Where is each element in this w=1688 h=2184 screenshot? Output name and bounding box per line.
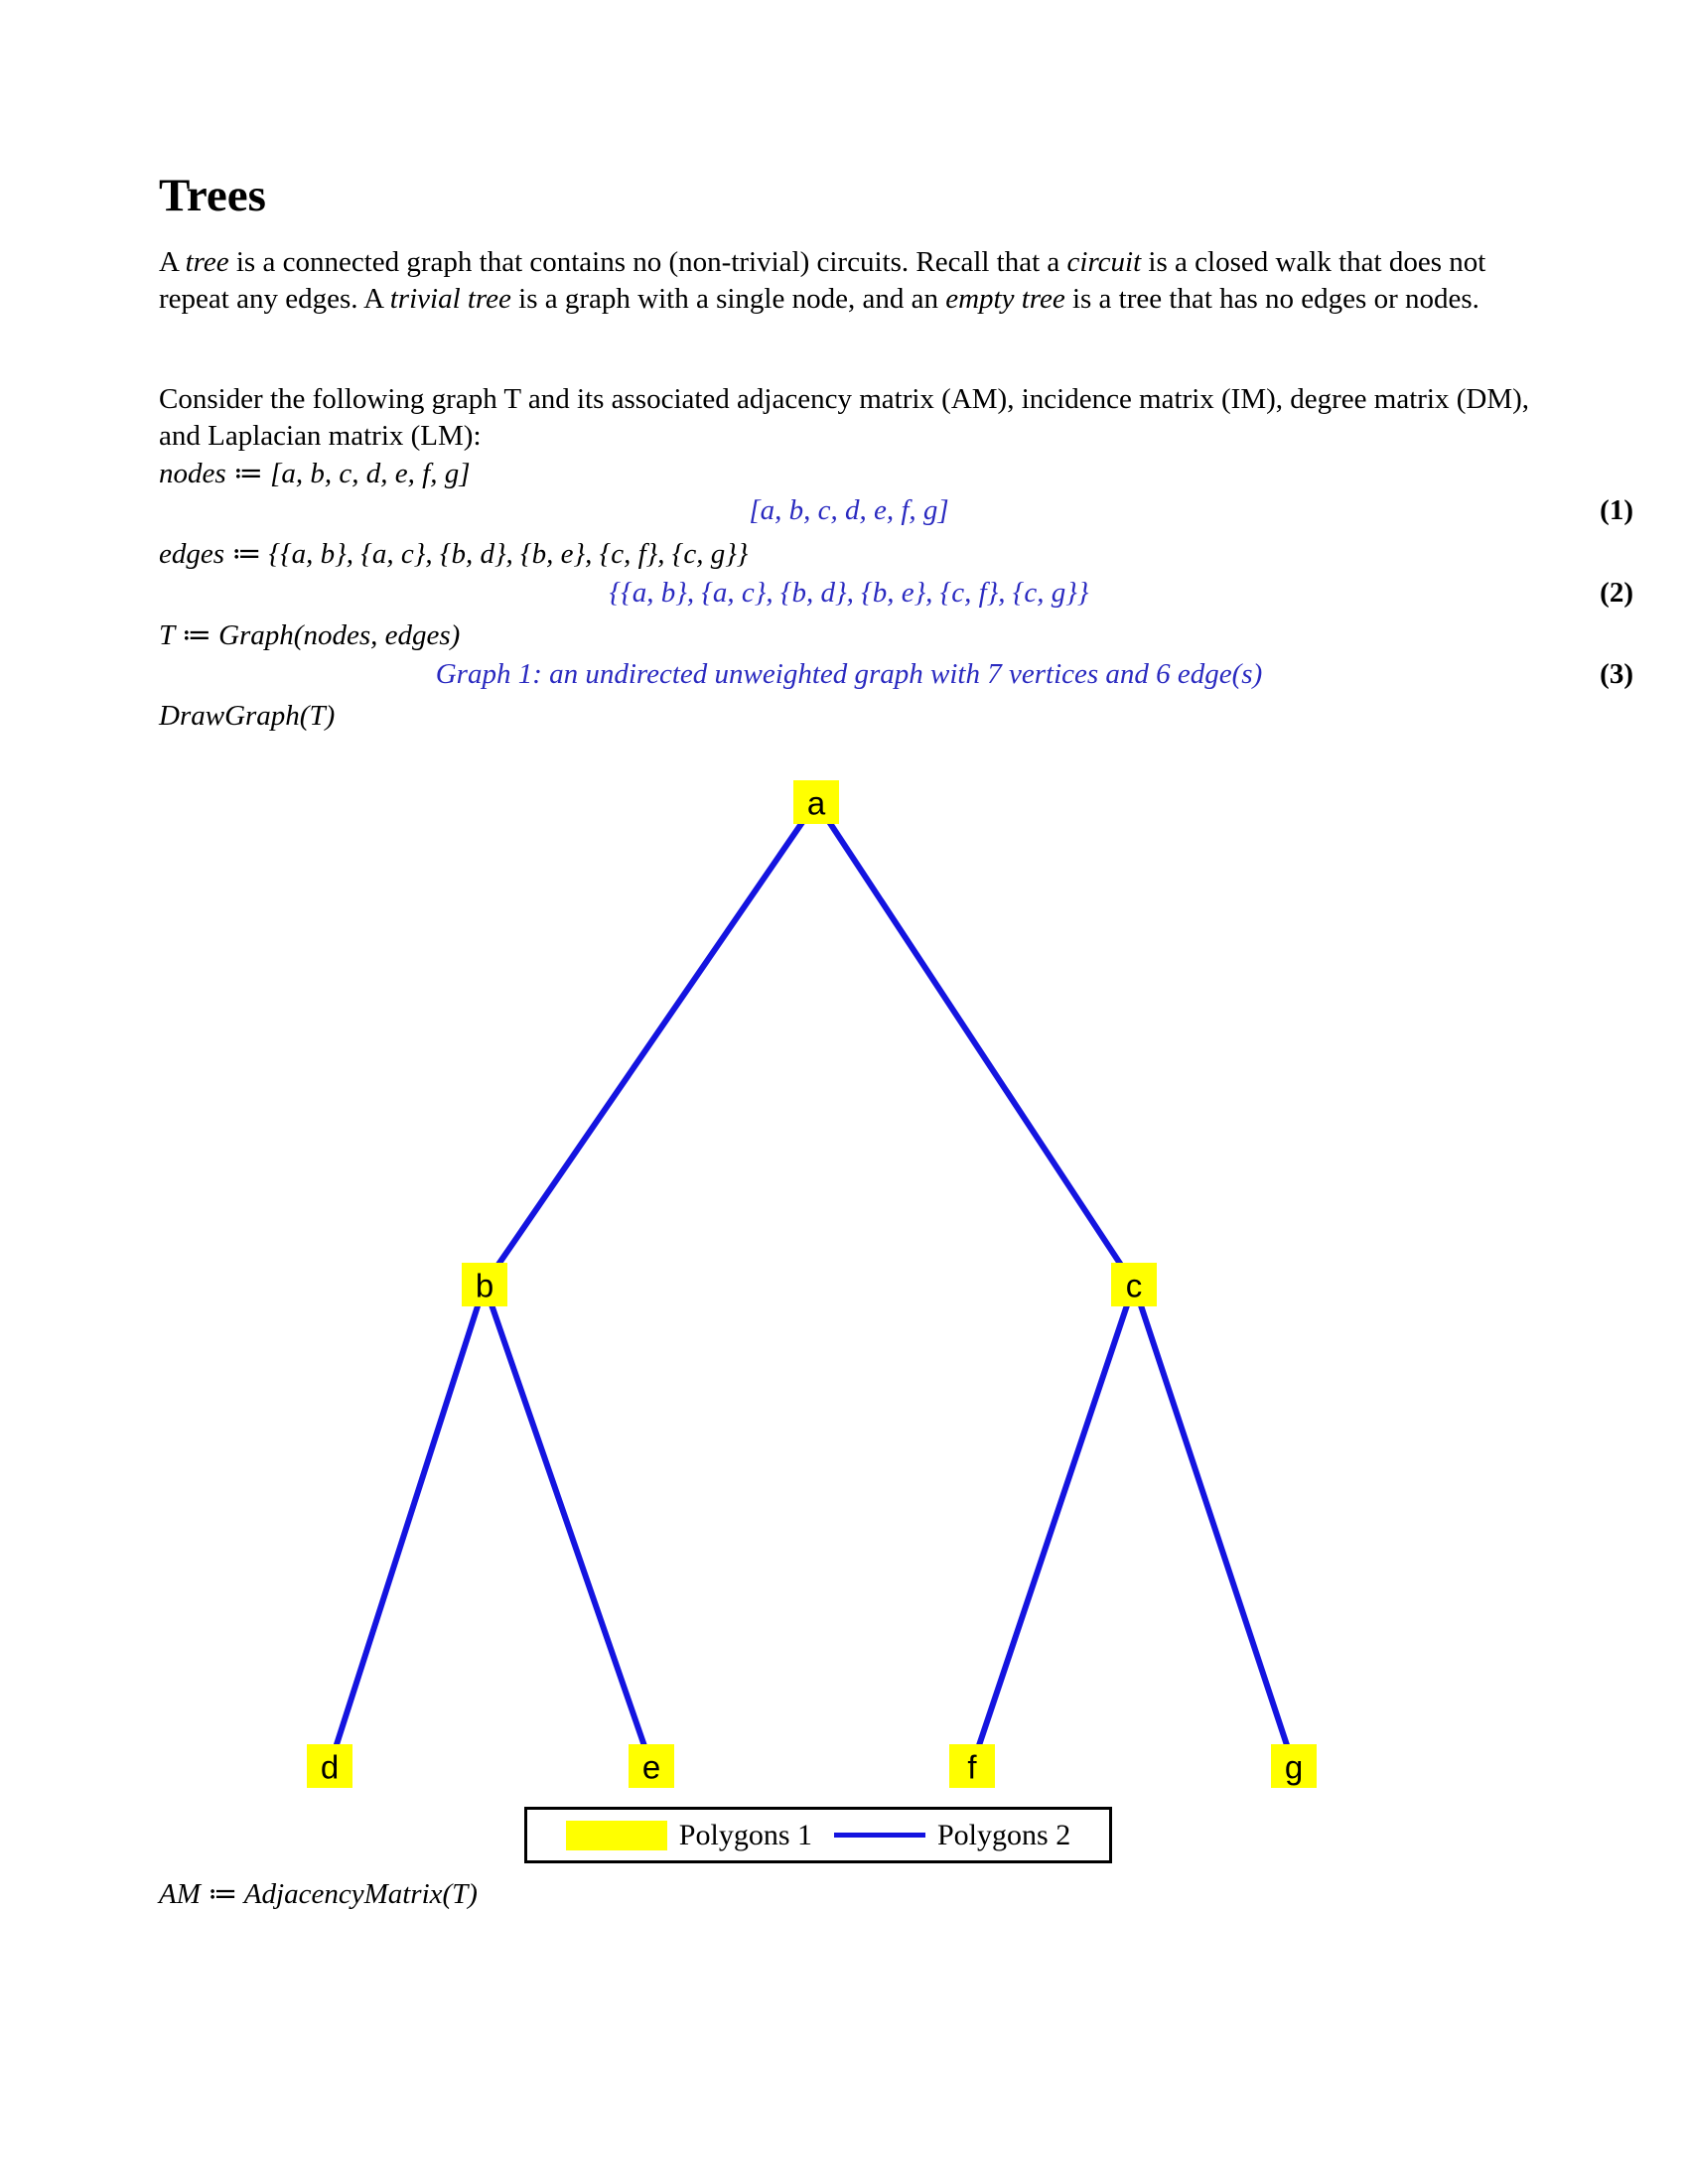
graph-node-label-b: b <box>475 1267 494 1304</box>
consider-paragraph: Consider the following graph T and its associated adjacency matrix (AM), incidence matrix (IM), degree matrix (DM), and Laplacian matrix (LM): <box>159 383 1530 452</box>
graph-node-label-g: g <box>1284 1748 1304 1786</box>
maple-input-nodes[interactable]: nodes ≔ [a, b, c, d, e, f, g] <box>159 458 471 489</box>
legend-label-polygons2: Polygons 2 <box>937 1818 1071 1851</box>
text-segment: is a tree that has no edges or nodes. <box>1064 283 1479 315</box>
text-segment: A <box>159 246 186 278</box>
text-segment: is a connected graph that contains no (non-trivial) circuits. Recall that a <box>228 246 1067 278</box>
graph-node-label-c: c <box>1125 1267 1143 1304</box>
graph-node-label-d: d <box>320 1748 340 1786</box>
equation-number-2: (2) <box>1600 577 1633 609</box>
maple-input-edges[interactable]: edges ≔ {{a, b}, {a, c}, {b, d}, {b, e}, {c, f}, {c, g}} <box>159 538 749 570</box>
graph-edge-a-c <box>816 802 1134 1285</box>
graph-edge-b-d <box>330 1285 485 1766</box>
maple-input-drawgraph[interactable]: DrawGraph(T) <box>159 700 336 732</box>
graph-node-label-f: f <box>967 1748 977 1786</box>
maple-input-graph[interactable]: T ≔ Graph(nodes, edges) <box>159 619 461 651</box>
text-segment: is a graph with a single node, and an <box>510 283 946 315</box>
legend-line-polygons2 <box>834 1833 925 1838</box>
maple-output-3: Graph 1: an undirected unweighted graph with 7 vertices and 6 edge(s) <box>435 658 1263 690</box>
graph-node-label-a: a <box>806 784 826 822</box>
maple-output-1: [a, b, c, d, e, f, g] <box>749 494 949 526</box>
text-segment: is a closed walk that does not repeat any edges. A <box>159 246 1486 315</box>
plot-legend <box>524 1807 1112 1863</box>
equation-number-3: (3) <box>1600 658 1633 690</box>
equation-number-1: (1) <box>1600 494 1633 526</box>
text-segment-italic: circuit <box>1066 246 1142 278</box>
page-title: Trees <box>159 170 266 221</box>
text-segment-italic: empty tree <box>945 283 1065 315</box>
text-segment-italic: trivial tree <box>389 283 511 315</box>
graph-edge-a-b <box>485 802 816 1285</box>
maple-output-2: {{a, b}, {a, c}, {b, d}, {b, e}, {c, f}, {c, g}} <box>609 577 1089 609</box>
graph-node-label-e: e <box>641 1748 661 1786</box>
text-segment-italic: tree <box>185 246 229 278</box>
graph-edge-b-e <box>485 1285 651 1766</box>
graph-edge-c-f <box>972 1285 1134 1766</box>
legend-label-polygons1: Polygons 1 <box>678 1818 812 1851</box>
maple-input-adjacencymatrix[interactable]: AM ≔ AdjacencyMatrix(T) <box>159 1878 478 1910</box>
graph-edge-c-g <box>1134 1285 1294 1766</box>
legend-swatch-polygons1 <box>566 1821 667 1850</box>
